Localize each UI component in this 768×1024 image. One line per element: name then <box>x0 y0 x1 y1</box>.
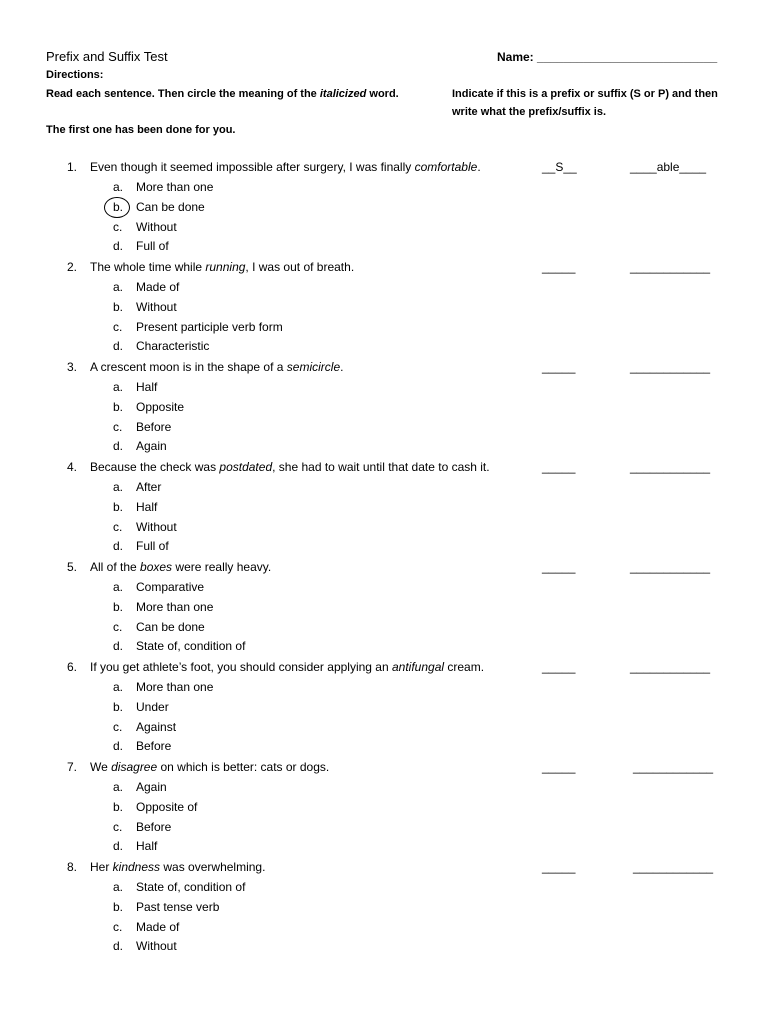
question-number: 7. <box>67 760 78 774</box>
sentence-post: was overwhelming. <box>160 860 266 874</box>
prefix-suffix-answer-blank[interactable]: _____ <box>542 860 576 874</box>
option-text[interactable]: Against <box>136 719 177 734</box>
option-text[interactable]: Made of <box>136 919 180 934</box>
sentence-pre: If you get athlete’s foot, you should consider applying an <box>90 660 392 674</box>
question-number: 6. <box>67 660 78 674</box>
italicized-word: kindness <box>112 860 161 874</box>
option-text[interactable]: More than one <box>136 680 214 694</box>
option-text[interactable]: Characteristic <box>136 339 210 354</box>
italicized-word: postdated <box>219 460 273 474</box>
option-letter[interactable]: c. <box>113 819 123 834</box>
italicized-word: comfortable <box>414 160 478 174</box>
option-text[interactable]: State of, condition of <box>136 880 246 894</box>
sentence-post: cream. <box>444 660 485 674</box>
option-letter[interactable]: c. <box>113 919 123 934</box>
sentence-pre: A crescent moon is in the shape of a <box>90 360 287 374</box>
option-letter[interactable]: a. <box>113 480 124 494</box>
option-letter[interactable]: b. <box>113 199 124 214</box>
option-letter[interactable]: b. <box>113 299 124 314</box>
option-text[interactable]: Full of <box>136 239 169 254</box>
option-letter[interactable]: a. <box>113 280 124 294</box>
question-sentence <box>90 260 354 274</box>
question-sentence <box>90 860 265 874</box>
sentence-post: , I was out of breath. <box>245 260 355 274</box>
option-letter[interactable]: a. <box>113 780 124 794</box>
question-sentence <box>90 660 484 674</box>
italicized-word: disagree <box>111 760 158 774</box>
option-letter[interactable]: d. <box>113 439 124 454</box>
italicized-word: semicircle <box>286 360 341 374</box>
option-letter[interactable]: c. <box>113 319 123 334</box>
option-text[interactable]: Can be done <box>136 619 205 634</box>
option-text[interactable]: Before <box>136 739 172 754</box>
sentence-pre: Because the check was <box>90 460 220 474</box>
option-letter[interactable]: b. <box>113 499 124 514</box>
sentence-post: . <box>340 360 344 374</box>
question-sentence <box>90 360 343 374</box>
option-letter[interactable]: a. <box>113 880 124 894</box>
sentence-pre: Even though it seemed impossible after surgery, I was finally <box>90 160 415 174</box>
option-letter[interactable]: c. <box>113 219 123 234</box>
option-text[interactable]: Before <box>136 419 172 434</box>
option-text[interactable]: State of, condition of <box>136 639 246 654</box>
option-letter[interactable]: b. <box>113 699 124 714</box>
affix-answer-blank[interactable]: ____________ <box>633 860 714 874</box>
affix-answer-blank[interactable]: ____________ <box>630 460 711 474</box>
option-text[interactable]: Can be done <box>136 199 205 214</box>
option-text[interactable]: Before <box>136 819 172 834</box>
sentence-pre: We <box>90 760 112 774</box>
prefix-suffix-answer-blank[interactable]: _____ <box>542 260 576 274</box>
option-letter[interactable]: a. <box>113 180 124 194</box>
option-text[interactable]: Under <box>136 699 169 714</box>
affix-answer-blank[interactable]: ____________ <box>630 260 711 274</box>
question-number: 1. <box>67 160 78 174</box>
directions-label: Directions: <box>46 69 104 81</box>
sentence-post: were really heavy. <box>172 560 272 574</box>
option-letter[interactable]: d. <box>113 939 124 954</box>
sentence-pre: The whole time while <box>90 260 206 274</box>
option-letter[interactable]: a. <box>113 380 124 394</box>
option-text[interactable]: Half <box>136 380 158 394</box>
option-letter[interactable]: a. <box>113 580 124 594</box>
prefix-suffix-answer-blank[interactable]: _____ <box>542 560 576 574</box>
option-letter[interactable]: b. <box>113 399 124 414</box>
italicized-word: antifungal <box>391 660 445 674</box>
question-number: 2. <box>67 260 78 274</box>
prefix-suffix-answer-blank[interactable]: _____ <box>542 360 576 374</box>
indicate-instruction-line1: Indicate if this is a prefix or suffix (S or P) and then <box>452 88 718 100</box>
indicate-instruction-line2: write what the prefix/suffix is. <box>452 106 607 118</box>
option-letter[interactable]: d. <box>113 539 124 554</box>
option-text[interactable]: Made of <box>136 280 180 294</box>
option-letter[interactable]: d. <box>113 839 124 854</box>
option-letter[interactable]: c. <box>113 519 123 534</box>
option-letter[interactable]: d. <box>113 239 124 254</box>
italicized-word: boxes <box>140 560 173 574</box>
question-number: 3. <box>67 360 78 374</box>
option-letter[interactable]: c. <box>113 619 123 634</box>
affix-answer-blank[interactable]: ____________ <box>630 660 711 674</box>
option-letter[interactable]: b. <box>113 799 124 814</box>
option-text[interactable]: Comparative <box>136 580 205 594</box>
question-number: 8. <box>67 860 78 874</box>
option-text[interactable]: Without <box>136 299 177 314</box>
directions-pre: Read each sentence. Then circle the meaning of the <box>46 88 320 100</box>
option-letter[interactable]: c. <box>113 719 123 734</box>
option-text[interactable]: Without <box>136 519 177 534</box>
directions-text <box>46 88 399 100</box>
question-number: 5. <box>67 560 78 574</box>
affix-answer-blank[interactable]: ____able____ <box>630 160 707 174</box>
sentence-pre: Her <box>90 860 113 874</box>
example-note: The first one has been done for you. <box>46 124 236 136</box>
option-text[interactable]: Without <box>136 939 177 954</box>
prefix-suffix-answer-blank[interactable]: _____ <box>542 460 576 474</box>
option-letter[interactable]: c. <box>113 419 123 434</box>
affix-answer-blank[interactable]: ____________ <box>630 360 711 374</box>
option-text[interactable]: Again <box>136 780 167 794</box>
option-letter[interactable]: b. <box>113 899 124 914</box>
question-sentence <box>90 760 329 774</box>
question-sentence <box>90 560 271 574</box>
test-title: Prefix and Suffix Test <box>46 49 168 64</box>
option-text[interactable]: More than one <box>136 599 214 614</box>
option-text[interactable]: Half <box>136 499 158 514</box>
affix-answer-blank[interactable]: ____________ <box>630 560 711 574</box>
option-text[interactable]: More than one <box>136 180 214 194</box>
directions-post: word. <box>366 88 399 100</box>
answer-circle-mark <box>104 197 130 218</box>
prefix-suffix-answer-blank[interactable]: _____ <box>542 660 576 674</box>
option-letter[interactable]: a. <box>113 680 124 694</box>
affix-answer-blank[interactable]: ____________ <box>633 760 714 774</box>
question-sentence <box>90 160 481 174</box>
option-text[interactable]: Full of <box>136 539 169 554</box>
option-text[interactable]: Half <box>136 839 158 854</box>
directions-italic: italicized <box>319 88 367 100</box>
prefix-suffix-answer-blank[interactable]: __S__ <box>542 160 577 174</box>
option-text[interactable]: Opposite <box>136 399 185 414</box>
option-text[interactable]: Opposite of <box>136 799 198 814</box>
option-text[interactable]: After <box>136 480 162 494</box>
question-number: 4. <box>67 460 78 474</box>
question-sentence <box>90 460 490 474</box>
option-text[interactable]: Past tense verb <box>136 899 220 914</box>
sentence-pre: All of the <box>90 560 141 574</box>
option-letter[interactable]: d. <box>113 339 124 354</box>
option-letter[interactable]: b. <box>113 599 124 614</box>
option-letter[interactable]: d. <box>113 739 124 754</box>
name-field-label: Name: ___________________________ <box>497 50 718 64</box>
sentence-post: on which is better: cats or dogs. <box>157 760 330 774</box>
option-letter[interactable]: d. <box>113 639 124 654</box>
prefix-suffix-answer-blank[interactable]: _____ <box>542 760 576 774</box>
italicized-word: running <box>205 260 246 274</box>
option-text[interactable]: Present participle verb form <box>136 319 283 334</box>
sentence-post: , she had to wait until that date to cash it. <box>272 460 490 474</box>
option-text[interactable]: Again <box>136 439 167 454</box>
sentence-post: . <box>477 160 481 174</box>
option-text[interactable]: Without <box>136 219 177 234</box>
